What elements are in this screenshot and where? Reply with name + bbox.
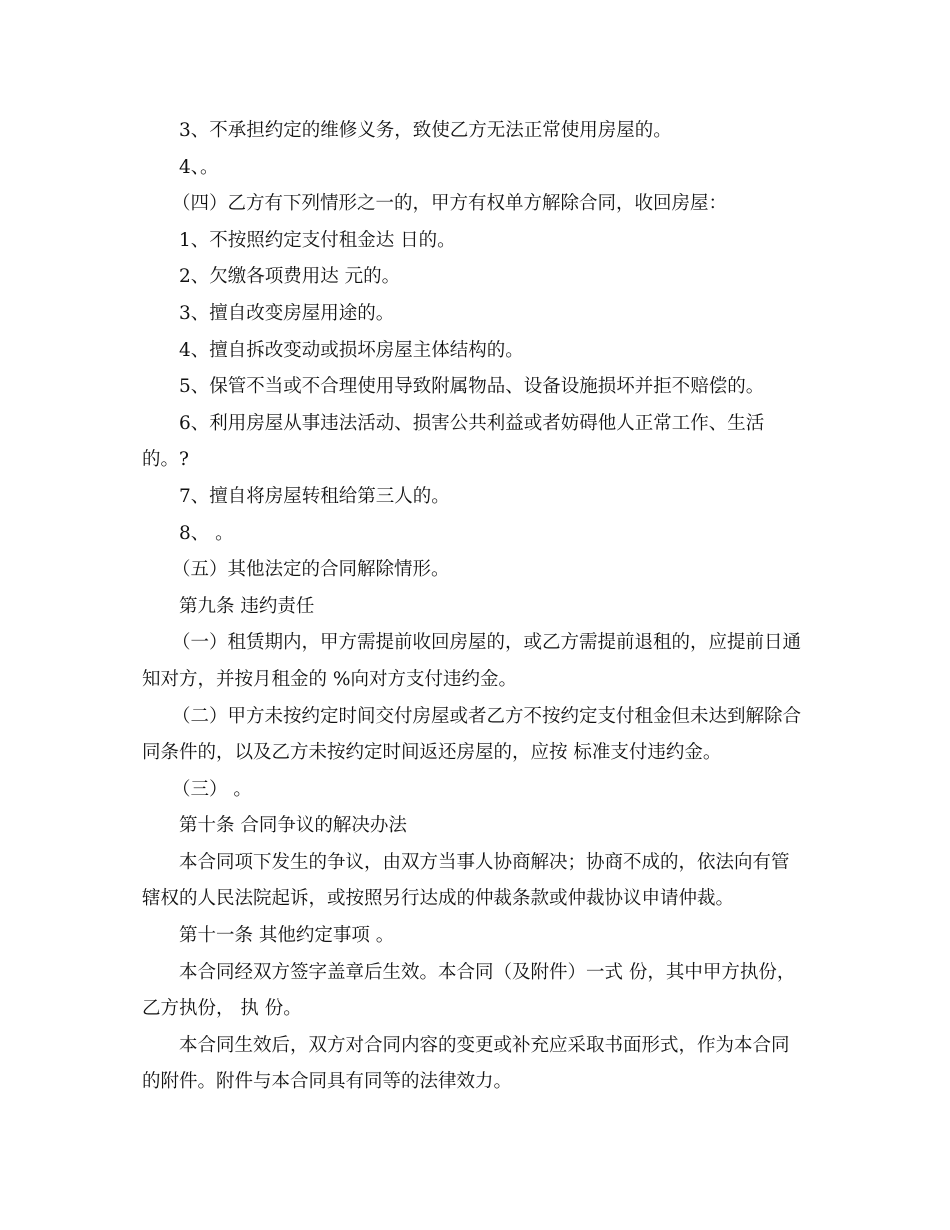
document-body bbox=[142, 113, 802, 1101]
dispute-resolution-text: 本合同项下发生的争议，由双方当事人协商解决；协商不成的，依法向有管辖权的人民法院起诉，或按照另行达成的仲裁条款或仲裁协议申请仲裁。 bbox=[142, 851, 790, 910]
tenant-breach-item-8: 8、 。 bbox=[179, 522, 234, 544]
tenant-breach-item-4: 4、擅自拆改变动或损坏房屋主体结构的。 bbox=[179, 339, 524, 361]
tenant-breach-item-5: 5、保管不当或不合理使用导致附属物品、设备设施损坏并拒不赔偿的。 bbox=[179, 376, 765, 398]
tenant-breach-item-2: 2、欠缴各项费用达 元的。 bbox=[179, 266, 401, 288]
liability-item-1: （一）租赁期内，甲方需提前收回房屋的，或乙方需提前退租的，应提前日通知对方，并按月租金的 %向对方支付违约金。 bbox=[142, 632, 802, 690]
clause-item-3: 3、不承担约定的维修义务，致使乙方无法正常使用房屋的。 bbox=[179, 120, 672, 141]
tenant-breach-item-1: 1、不按照约定支付租金达 日的。 bbox=[179, 229, 456, 251]
article-9-title: 第九条 违约责任 bbox=[179, 595, 315, 617]
clause-item-4: 4、。 bbox=[179, 156, 219, 178]
tenant-breach-item-6: 6、利用房屋从事违法活动、损害公共利益或者妨碍他人正常工作、生活的。? bbox=[142, 412, 765, 471]
liability-item-2: （二）甲方未按约定时间交付房屋或者乙方不按约定支付租金但未达到解除合同条件的，以及乙方未按约定时间返还房屋的，应按 标准支付违约金。 bbox=[142, 705, 802, 764]
effectiveness-text: 本合同经双方签字盖章后生效。本合同（及附件）一式 份，其中甲方执份，乙方执份， 执 份。 bbox=[142, 961, 796, 1020]
article-11-title: 第十一条 其他约定事项 。 bbox=[179, 925, 395, 947]
liability-item-3: （三） 。 bbox=[172, 778, 252, 800]
section-5-heading: （五）其他法定的合同解除情形。 bbox=[172, 559, 450, 581]
article-10-title: 第十条 合同争议的解决办法 bbox=[179, 815, 407, 837]
section-4-heading: （四）乙方有下列情形之一的，甲方有权单方解除合同，收回房屋： bbox=[172, 193, 728, 215]
tenant-breach-item-3: 3、擅自改变房屋用途的。 bbox=[179, 302, 395, 324]
tenant-breach-item-7: 7、擅自将房屋转租给第三人的。 bbox=[179, 485, 450, 507]
amendment-text: 本合同生效后，双方对合同内容的变更或补充应采取书面形式，作为本合同的附件。附件与本合同具有同等的法律效力。 bbox=[142, 1034, 790, 1093]
